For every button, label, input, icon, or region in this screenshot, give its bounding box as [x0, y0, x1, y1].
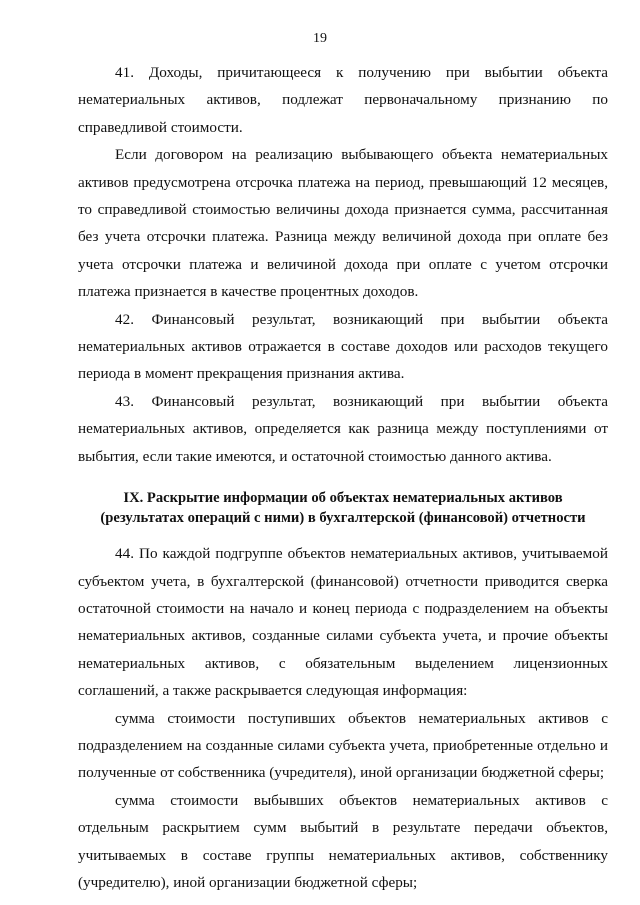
list-item-disposed-assets: сумма стоимости выбывших объектов нематериальных активов с отдельным раскрытием сумм выбытий в результате передачи объектов, учитываемых в составе группы нематериальных активов, собственнику (учредителю), иной организации бюджетной сферы;: [78, 791, 608, 891]
paragraph-deferred-payment: Если договором на реализацию выбывающего объекта нематериальных активов предусмотрена отсрочка платежа на период, превышающий 12 месяцев, то справедливой стоимостью величины дохода признается сумма, рассчитанная без учета отсрочки платежа. Разница между величиной дохода при оплате без учета отсрочки платежа и величиной дохода при оплате с учетом отсрочки платежа признается в качестве процентных доходов.: [78, 146, 608, 301]
paragraph-42: 42. Финансовый результат, возникающий при выбытии объекта нематериальных активов отражается в составе доходов или расходов текущего периода в момент прекращения признания актива.: [78, 310, 608, 383]
list-item-received-assets: сумма стоимости поступивших объектов нематериальных активов с подразделением на созданные силами субъекта учета, приобретенные отдельно и полученные от собственника (учредителя), иной организации бюджетной сферы;: [78, 709, 608, 782]
section-heading-line-2: (результатах операций с ними) в бухгалтерской (финансовой) отчетности: [100, 510, 586, 527]
paragraph-41: 41. Доходы, причитающееся к получению при выбытии объекта нематериальных активов, подлежат первоначальному признанию по справедливой стоимости.: [78, 64, 608, 136]
section-heading: [78, 488, 608, 528]
paragraph-44: 44. По каждой подгруппе объектов нематериальных активов, учитываемой субъектом учета, в бухгалтерской (финансовой) отчетности приводится сверка остаточной стоимости на начало и конец периода с подразделением на объекты нематериальных активов, созданные силами субъекта учета, и прочие объекты нематериальных активов, с обязательным выделением лицензионных соглашений, а также раскрывается следующая информация:: [78, 545, 608, 700]
paragraph-43: 43. Финансовый результат, возникающий при выбытии объекта нематериальных активов, определяется как разница между поступлениями от выбытия, если такие имеются, и остаточной стоимостью данного актива.: [78, 392, 608, 465]
section-heading-line-1: IX. Раскрытие информации об объектах нематериальных активов: [123, 490, 563, 507]
page-number: 19: [313, 31, 327, 46]
document-body: [78, 59, 608, 896]
